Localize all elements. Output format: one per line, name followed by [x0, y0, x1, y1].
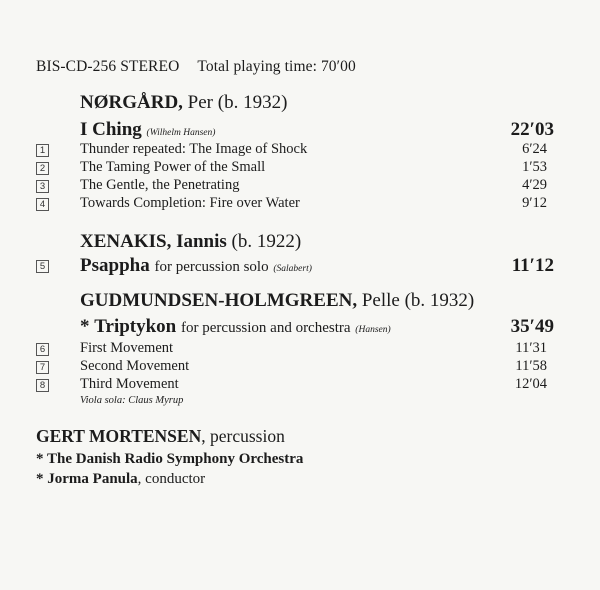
- track-duration: 1′53: [522, 159, 547, 175]
- soloist-role: , percussion: [201, 426, 285, 446]
- work-publisher: (Wilhelm Hansen): [146, 128, 216, 138]
- track-duration: 6′24: [522, 141, 547, 157]
- conductor-name: Jorma Panula: [47, 471, 138, 487]
- work-duration: 11′12: [511, 255, 554, 276]
- track-duration: 12′04: [514, 376, 547, 392]
- composer-years: (b. 1922): [231, 231, 302, 252]
- composer-first-name: Pelle: [361, 290, 400, 311]
- track-number: 7: [36, 361, 49, 374]
- work-title-line: [80, 316, 391, 338]
- work-publisher: (Hansen): [355, 325, 391, 335]
- track-number: 2: [36, 162, 49, 175]
- composer-heading: [80, 290, 474, 312]
- total-playing-time: Total playing time: 70′00: [197, 58, 356, 75]
- work-title: I Ching: [80, 119, 142, 140]
- composer-first-name: Iannis: [176, 231, 227, 252]
- track-title: First Movement: [80, 340, 174, 356]
- soloist-name: GERT MORTENSEN: [36, 426, 202, 446]
- track-title: Thunder repeated: The Image of Shock: [80, 141, 308, 157]
- track-duration: 9′12: [522, 195, 547, 211]
- track-title: Second Movement: [80, 358, 190, 374]
- track-number: 8: [36, 379, 49, 392]
- track-duration: 11′58: [515, 358, 547, 374]
- work-publisher: (Salabert): [273, 264, 312, 274]
- track-number: 1: [36, 144, 49, 157]
- composer-last-name: XENAKIS,: [80, 231, 172, 252]
- work-duration: 22′03: [510, 119, 554, 140]
- soloist-credit: [36, 426, 285, 447]
- composer-last-name: GUDMUNDSEN-HOLMGREEN,: [80, 290, 358, 311]
- performer-note: Viola sola: Claus Myrup: [80, 395, 184, 406]
- track-number: 3: [36, 180, 49, 193]
- track-duration: 11′31: [515, 340, 547, 356]
- composer-years: (b. 1932): [404, 290, 475, 311]
- track-number: 6: [36, 343, 49, 356]
- work-title: Psappha: [80, 255, 150, 276]
- work-title: Triptykon: [94, 316, 177, 337]
- composer-years: (b. 1932): [217, 92, 288, 113]
- track-duration: 4′29: [522, 177, 547, 193]
- conductor-role: , conductor: [137, 471, 206, 487]
- conductor-prefix: *: [36, 471, 48, 487]
- disc-header: [36, 58, 356, 76]
- work-star: *: [80, 316, 90, 337]
- work-title-line: [80, 119, 215, 141]
- work-subtitle: for percussion solo: [154, 259, 269, 275]
- track-number: 4: [36, 198, 49, 211]
- conductor-credit: [36, 471, 205, 488]
- track-number: 5: [36, 260, 49, 273]
- catalog-number: BIS-CD-256 STEREO: [36, 58, 180, 75]
- track-title: The Gentle, the Penetrating: [80, 177, 240, 193]
- work-duration: 35′49: [510, 316, 554, 337]
- orchestra-credit: * The Danish Radio Symphony Orchestra: [36, 451, 304, 467]
- work-subtitle: for percussion and orchestra: [181, 320, 351, 336]
- composer-heading: [80, 231, 301, 253]
- track-title: Towards Completion: Fire over Water: [80, 195, 300, 211]
- track-title: The Taming Power of the Small: [80, 159, 266, 175]
- composer-first-name: Per: [187, 92, 213, 113]
- work-title-line: [80, 255, 312, 277]
- composer-heading: [80, 92, 287, 114]
- composer-last-name: NØRGÅRD,: [80, 92, 183, 113]
- track-title: Third Movement: [80, 376, 179, 392]
